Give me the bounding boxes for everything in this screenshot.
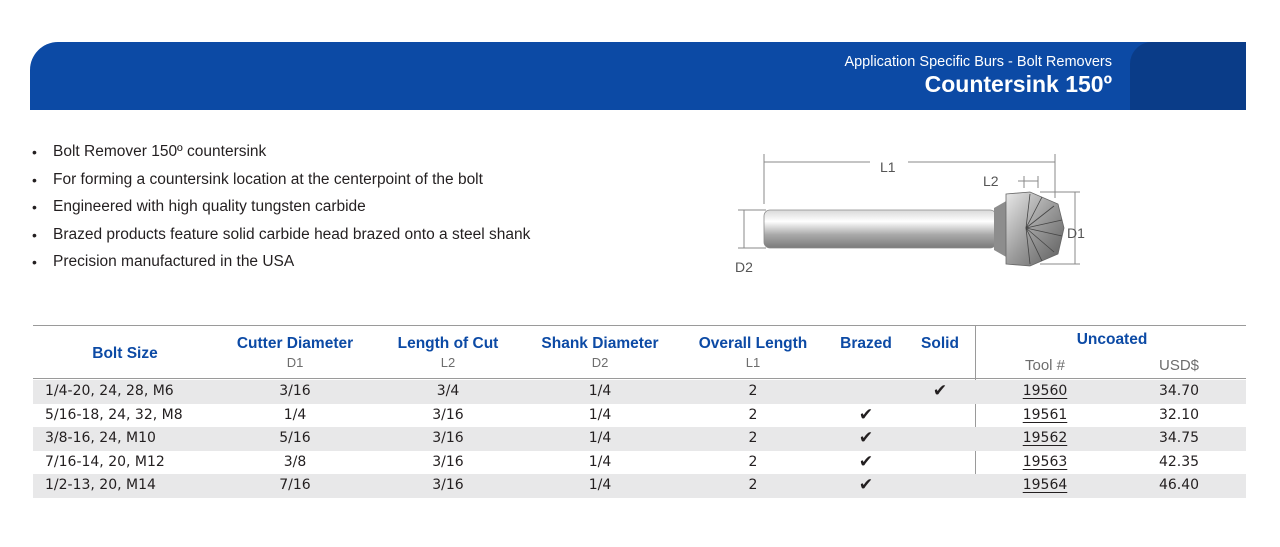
l2-dimension bbox=[983, 173, 1038, 189]
length-of-cut-cell: 3/16 bbox=[432, 453, 464, 470]
cutter-diameter-cell: 5/16 bbox=[279, 430, 311, 447]
price-cell: 46.40 bbox=[1158, 477, 1200, 494]
header-bolt-size: Bolt Size bbox=[92, 345, 158, 362]
solid-check-icon bbox=[900, 474, 980, 498]
header-overall-length: Overall Length bbox=[698, 335, 808, 352]
header-banner-tab bbox=[1130, 42, 1246, 110]
solid-check-icon bbox=[900, 404, 980, 428]
header-solid: Solid bbox=[921, 335, 959, 352]
length-of-cut-cell: 3/4 bbox=[436, 383, 460, 399]
d2-label: D2 bbox=[735, 259, 753, 275]
header-shank-diameter: Shank Diameter bbox=[541, 335, 659, 352]
price-cell: 34.75 bbox=[1158, 430, 1200, 447]
price-cell: 32.10 bbox=[1158, 406, 1200, 423]
shank-diameter-cell: 1/4 bbox=[588, 383, 612, 399]
d1-label: D1 bbox=[1067, 225, 1085, 241]
cutter-diameter-cell: 3/16 bbox=[279, 383, 311, 399]
price-cell: 42.35 bbox=[1158, 453, 1200, 470]
table-header-rule bbox=[33, 378, 1246, 379]
header-overall-length-sub: L1 bbox=[745, 355, 761, 370]
brazed-check-icon: ✔ bbox=[858, 475, 874, 496]
table-row bbox=[33, 404, 1246, 428]
header-tool-number: Tool # bbox=[1024, 357, 1066, 374]
header-shank-diameter-sub: D2 bbox=[591, 355, 609, 370]
overall-length-cell: 2 bbox=[748, 477, 758, 494]
tool-number-link[interactable]: 19564 bbox=[1022, 477, 1068, 494]
tool-number-link[interactable]: 19563 bbox=[1022, 453, 1068, 470]
header-length-of-cut-sub: L2 bbox=[440, 355, 456, 370]
overall-length-cell: 2 bbox=[748, 453, 758, 470]
header-usd-price: USD$ bbox=[1158, 357, 1199, 374]
brazed-check-icon: ✔ bbox=[858, 404, 874, 425]
feature-list bbox=[32, 142, 530, 280]
bur-diagram bbox=[730, 148, 1090, 283]
feature-item: • Bolt Remover 150º countersink bbox=[32, 142, 530, 170]
solid-check-icon bbox=[900, 427, 980, 451]
length-of-cut-cell: 3/16 bbox=[432, 406, 464, 423]
d2-dimension bbox=[735, 210, 766, 275]
table-top-rule bbox=[33, 325, 1246, 326]
bolt-size-cell: 1/2-13, 20, M14 bbox=[45, 477, 156, 494]
bolt-size-cell: 1/4-20, 24, 28, M6 bbox=[45, 383, 174, 399]
cutter-diameter-cell: 3/8 bbox=[283, 453, 307, 470]
brazed-check-icon: ✔ bbox=[858, 428, 874, 449]
length-of-cut-cell: 3/16 bbox=[432, 477, 464, 494]
bolt-size-cell: 7/16-14, 20, M12 bbox=[45, 453, 165, 470]
shank-diameter-cell: 1/4 bbox=[588, 477, 612, 494]
tool-number-link[interactable]: 19561 bbox=[1022, 406, 1068, 423]
table-row bbox=[33, 474, 1246, 498]
price-cell: 34.70 bbox=[1158, 383, 1200, 399]
l2-label: L2 bbox=[983, 173, 999, 189]
bolt-size-cell: 3/8-16, 24, M10 bbox=[45, 430, 156, 447]
tool-number-link[interactable]: 19560 bbox=[1022, 383, 1068, 399]
cutter-diameter-cell: 7/16 bbox=[279, 477, 311, 494]
header-length-of-cut: Length of Cut bbox=[397, 335, 499, 352]
length-of-cut-cell: 3/16 bbox=[432, 430, 464, 447]
solid-check-icon: ✔ bbox=[932, 381, 948, 401]
shank-diameter-cell: 1/4 bbox=[588, 430, 612, 447]
overall-length-cell: 2 bbox=[748, 383, 758, 399]
feature-item: • Brazed products feature solid carbide head brazed onto a steel shank bbox=[32, 225, 530, 253]
header-uncoated: Uncoated bbox=[1076, 331, 1148, 348]
tool-number-link[interactable]: 19562 bbox=[1022, 430, 1068, 447]
table-row bbox=[33, 451, 1246, 475]
l1-label: L1 bbox=[880, 159, 896, 175]
header-cutter-diameter: Cutter Diameter bbox=[236, 335, 354, 352]
header-cutter-diameter-sub: D1 bbox=[286, 355, 304, 370]
cutter-diameter-cell: 1/4 bbox=[283, 406, 307, 423]
brazed-check-icon bbox=[826, 380, 906, 404]
overall-length-cell: 2 bbox=[748, 406, 758, 423]
shank-diameter-cell: 1/4 bbox=[588, 453, 612, 470]
brazed-check-icon: ✔ bbox=[858, 451, 874, 472]
table-row bbox=[33, 380, 1246, 404]
feature-item: • For forming a countersink location at the centerpoint of the bolt bbox=[32, 170, 530, 198]
feature-item: • Precision manufactured in the USA bbox=[32, 252, 530, 280]
solid-check-icon bbox=[900, 451, 980, 475]
overall-length-cell: 2 bbox=[748, 430, 758, 447]
category-subtitle: Application Specific Burs - Bolt Removers bbox=[844, 54, 1112, 70]
feature-item: • Engineered with high quality tungsten carbide bbox=[32, 197, 530, 225]
page-title: Countersink 150º bbox=[924, 71, 1112, 97]
table-row bbox=[33, 427, 1246, 451]
shank-diameter-cell: 1/4 bbox=[588, 406, 612, 423]
shank-shape bbox=[764, 210, 996, 248]
header-brazed: Brazed bbox=[840, 335, 892, 352]
bolt-size-cell: 5/16-18, 24, 32, M8 bbox=[45, 406, 183, 423]
cutter-head-shape bbox=[1006, 192, 1064, 266]
